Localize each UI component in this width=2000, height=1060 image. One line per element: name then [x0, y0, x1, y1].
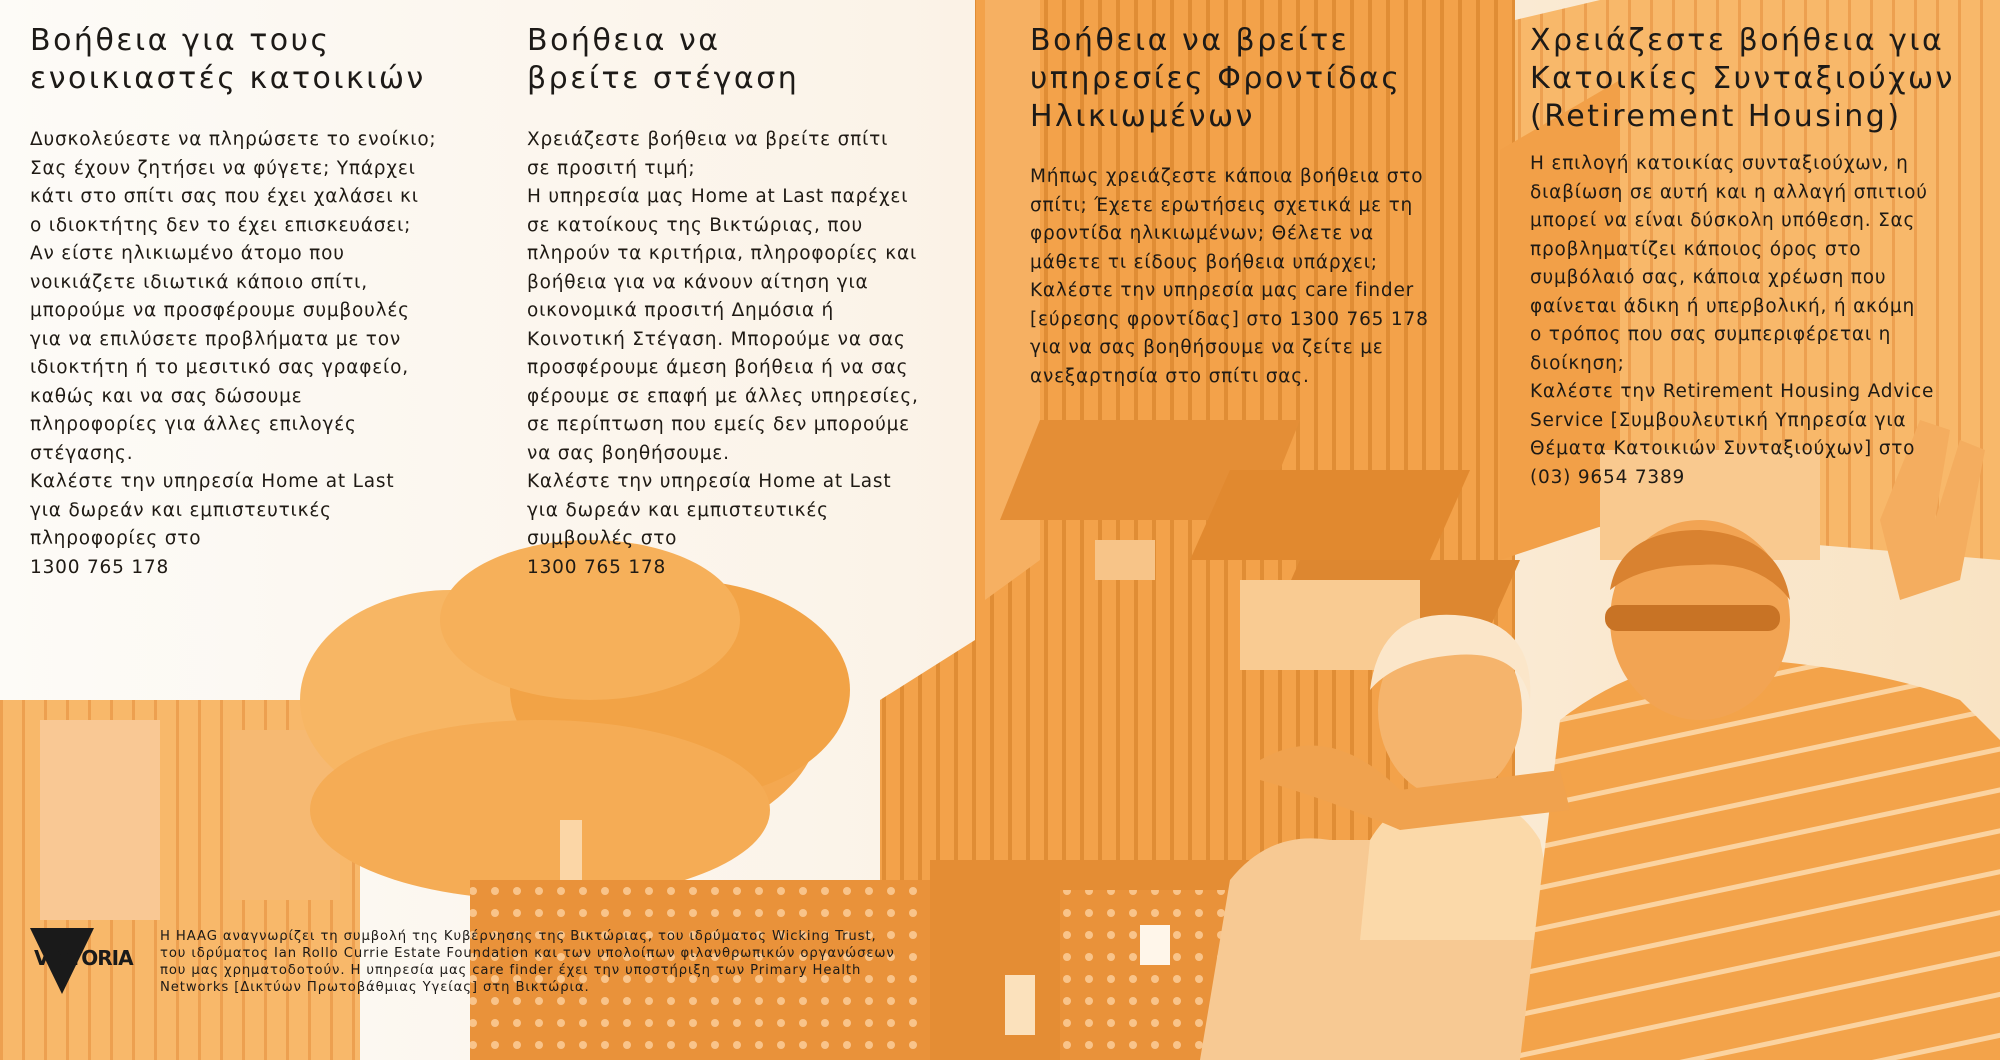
title-line: Ηλικιωμένων: [1030, 99, 1255, 134]
body-line: προσφέρουμε άμεση βοήθεια ή να σας: [527, 357, 909, 378]
footnote-text: [160, 928, 980, 996]
column-title: [527, 22, 997, 98]
body-line: μπορούμε να προσφέρουμε συμβουλές: [30, 300, 410, 321]
sign: [1140, 925, 1170, 965]
body-line: Σας έχουν ζητήσει να φύγετε; Υπάρχει: [30, 157, 416, 179]
phone-number: (03) 9654 7389: [1530, 466, 1686, 488]
body-line: να σας βοηθήσουμε.: [527, 442, 730, 464]
column-title: [30, 22, 500, 98]
body-line: για να σας βοηθήσουμε να ζείτε με: [1030, 337, 1384, 358]
body-line: συμβουλές στο: [527, 528, 678, 549]
title-line: Χρειάζεστε βοήθεια για: [1530, 23, 1945, 58]
column-body: [30, 126, 500, 582]
column-title: [1530, 22, 1990, 136]
victoria-logo: [30, 928, 148, 996]
body-line: στέγασης.: [30, 442, 134, 464]
balcony: [1190, 470, 1470, 560]
body-line: Κοινοτική Στέγαση. Μπορούμε να σας: [527, 328, 906, 350]
footnote-line: του ιδρύματος Ian Rollo Currie Estate Foundation και των υπολοίπων φιλανθρωπικών οργανώσεων: [160, 946, 895, 961]
title-line: Βοήθεια για τους: [30, 23, 331, 58]
body-line: φαίνεται άδικη ή υπερβολική, ή ακόμη: [1530, 295, 1915, 317]
body-line: πληροφορίες στο: [30, 528, 202, 549]
column-body: [527, 126, 997, 582]
body-line: μπορεί να είναι δύσκολη υπόθεση. Σας: [1530, 210, 1916, 231]
title-line: βρείτε στέγαση: [527, 61, 800, 96]
footnote-line: Η HAAG αναγνωρίζει τη συμβολή της Κυβέρνησης της Βικτώριας, του ιδρύματος Wicking Trust,: [160, 929, 877, 944]
body-line: κάτι στο σπίτι σας που έχει χαλάσει κι: [30, 186, 419, 207]
body-line: σε περίπτωση που εμείς δεν μπορούμε: [527, 414, 910, 435]
body-line: καθώς και να σας δώσουμε: [30, 385, 303, 407]
body-line: φροντίδα ηλικιωμένων; Θέλετε να: [1030, 223, 1374, 244]
title-line: υπηρεσίες Φροντίδας: [1030, 61, 1402, 96]
body-line: νοικιάζετε ιδιωτικά κάποιο σπίτι,: [30, 271, 368, 293]
column-title: [1030, 22, 1500, 136]
body-line: Service [Συμβουλευτική Υπηρεσία για: [1530, 409, 1907, 431]
window-vent: [1095, 540, 1155, 580]
body-line: διοίκηση;: [1530, 352, 1625, 374]
body-line: μάθετε τι είδους βοήθεια υπάρχει;: [1030, 251, 1378, 273]
title-line: ενοικιαστές κατοικιών: [30, 61, 426, 96]
body-line: Η επιλογή κατοικίας συνταξιούχων, η: [1530, 153, 1909, 174]
column-aged-care: [1030, 22, 1500, 391]
body-line: Η υπηρεσία μας Home at Last παρέχει: [527, 186, 909, 207]
footnote-line: που μας χρηματοδοτούν. Η υπηρεσία μας care finder έχει την υποστήριξη των Primary Health: [160, 963, 862, 978]
body-line: σε κατοίκους της Βικτώριας, που: [527, 214, 863, 236]
title-line: Κατοικίες Συνταξιούχων: [1530, 61, 1955, 96]
left-house: [40, 720, 160, 920]
phone-number: 1300 765 178: [30, 556, 170, 578]
column-renters-help: [30, 22, 500, 582]
body-line: οικονομικά προσιτή Δημόσια ή: [527, 300, 835, 321]
title-line: (Retirement Housing): [1530, 99, 1902, 134]
body-line: προβληματίζει κάποιος όρος στο: [1530, 238, 1862, 260]
column-body: [1530, 150, 1990, 492]
body-line: ανεξαρτησία στο σπίτι σας.: [1030, 365, 1310, 387]
footer-acknowledgement: [30, 928, 970, 998]
victoria-logo-text: VICTORIA: [34, 946, 133, 970]
body-line: πληροφορίες για άλλες επιλογές: [30, 414, 357, 435]
column-retirement-housing: [1530, 22, 1990, 492]
column-find-housing: [527, 22, 997, 582]
body-line: Θέματα Κατοικιών Συνταξιούχων] στο: [1530, 438, 1916, 459]
body-line: σπίτι; Έχετε ερωτήσεις σχετικά με τη: [1030, 194, 1414, 216]
footnote-line: Networks [Δικτύων Πρωτοβάθμιας Υγείας] στη Βικτώρια.: [160, 980, 590, 995]
body-line: ο τρόπος που σας συμπεριφέρεται η: [1530, 324, 1892, 345]
body-line: συμβόλαιό σας, κάποια χρέωση που: [1530, 267, 1887, 288]
body-line: Αν είστε ηλικιωμένο άτομο που: [30, 243, 345, 264]
body-line: για δωρεάν και εμπιστευτικές: [527, 499, 829, 521]
body-line: ιδιοκτήτη ή το μεσιτικό σας γραφείο,: [30, 357, 409, 378]
body-line: φέρουμε σε επαφή με άλλες υπηρεσίες,: [527, 385, 919, 407]
body-line: ο ιδιοκτήτης δεν το έχει επισκευάσει;: [30, 214, 412, 236]
title-line: Βοήθεια να βρείτε: [1030, 23, 1350, 58]
body-line: Μήπως χρειάζεστε κάποια βοήθεια στο: [1030, 166, 1424, 187]
body-line: πληρούν τα κριτήρια, πληροφορίες και: [527, 243, 918, 264]
body-line: σε προσιτή τιμή;: [527, 157, 696, 179]
intercom: [1005, 975, 1035, 1035]
body-line: για να επιλύσετε προβλήματα με τον: [30, 328, 401, 350]
body-line: βοήθεια για να κάνουν αίτηση για: [527, 271, 869, 293]
body-line: Χρειάζεστε βοήθεια να βρείτε σπίτι: [527, 129, 889, 150]
body-line: για δωρεάν και εμπιστευτικές: [30, 499, 332, 521]
column-body: [1030, 163, 1500, 391]
body-line: Δυσκολεύεστε να πληρώσετε το ενοίκιο;: [30, 129, 437, 150]
body-line: Καλέστε την Retirement Housing Advice: [1530, 381, 1935, 402]
body-line: διαβίωση σε αυτή και η αλλαγή σπιτιού: [1530, 181, 1928, 203]
title-line: Βοήθεια να: [527, 23, 721, 58]
body-line: Καλέστε την υπηρεσία Home at Last: [30, 471, 395, 492]
body-line: Καλέστε την υπηρεσία Home at Last: [527, 471, 892, 492]
body-line: [εύρεσης φροντίδας] στο 1300 765 178: [1030, 308, 1429, 330]
phone-number: 1300 765 178: [527, 556, 667, 578]
body-line: Καλέστε την υπηρεσία μας care finder: [1030, 280, 1415, 301]
